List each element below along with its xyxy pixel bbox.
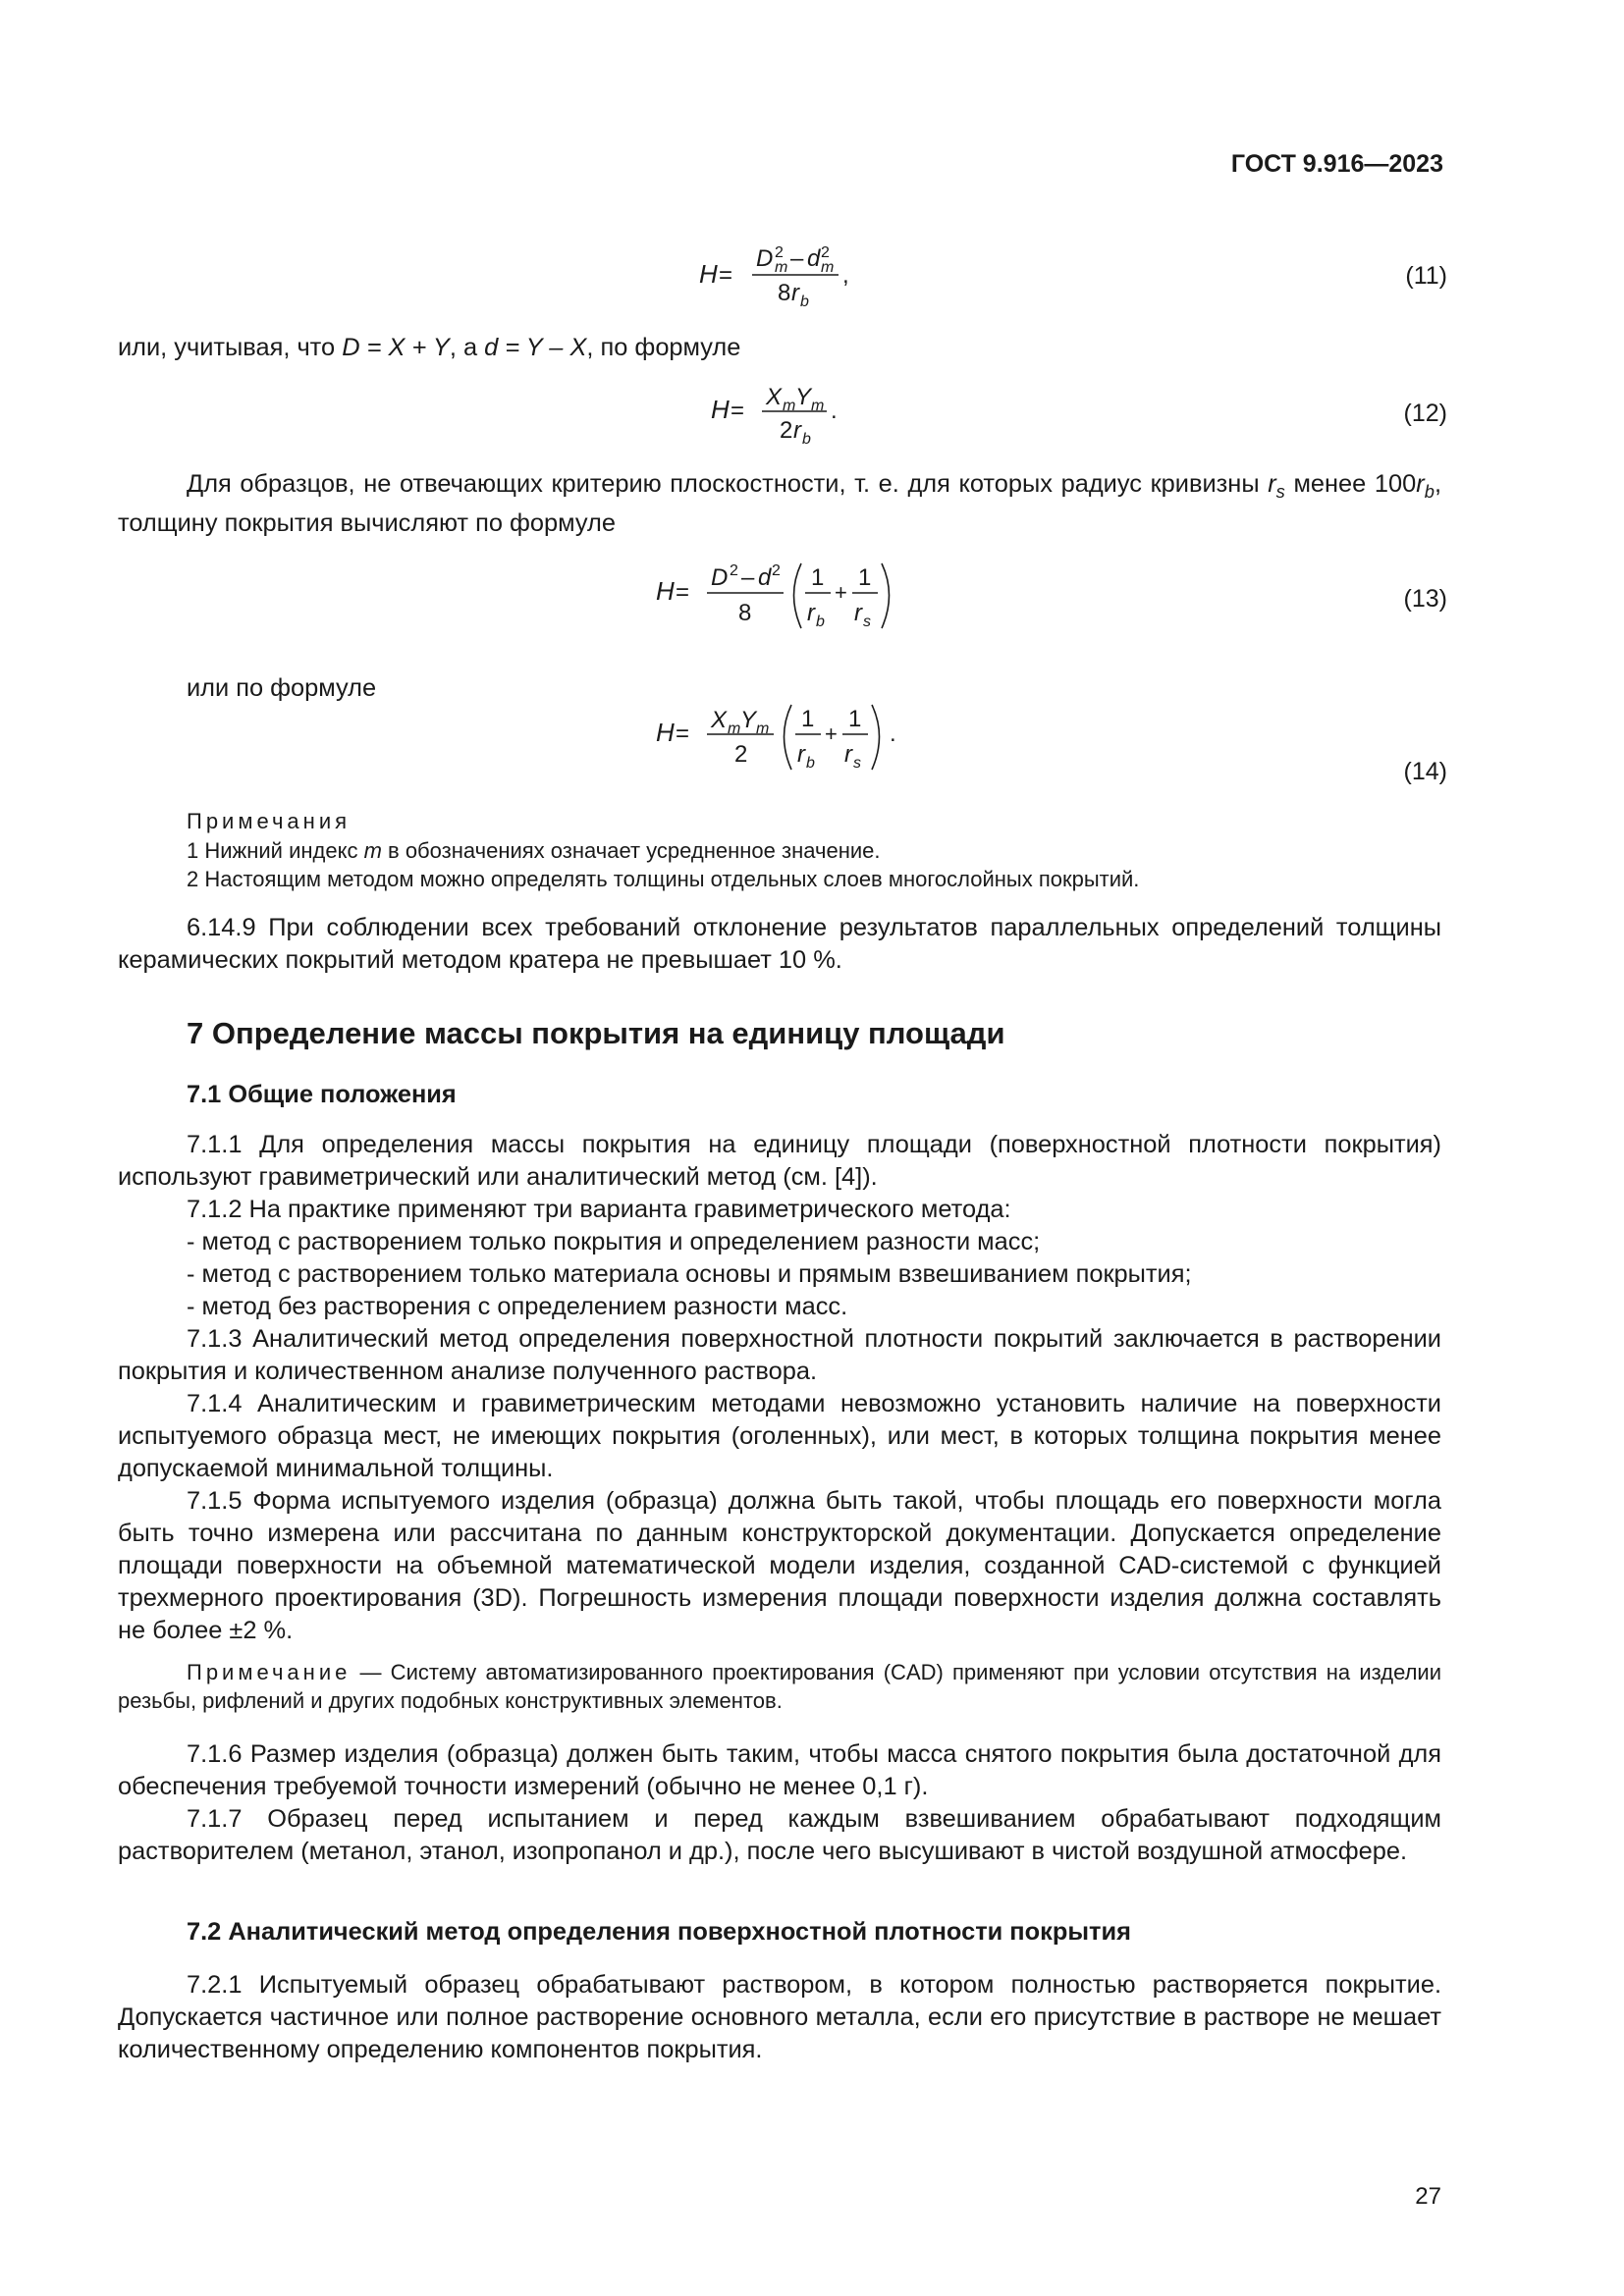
nonflat-paragraph [118, 468, 1441, 540]
document-header: ГОСТ 9.916—2023 [1230, 150, 1443, 178]
svg-text:s: s [863, 614, 871, 630]
svg-text:+: + [835, 580, 847, 605]
svg-text:b: b [802, 431, 811, 448]
note-cad-title: Примечание [187, 1660, 352, 1684]
considering-prefix: или, учитывая, что [118, 334, 343, 361]
considering-suffix: , по формуле [586, 334, 741, 361]
svg-text:,: , [842, 262, 849, 289]
considering-eq1: D = X + Y [342, 334, 450, 361]
svg-text:X: X [766, 384, 783, 410]
svg-text:D: D [711, 564, 729, 591]
nonflat-rs-sub: s [1275, 481, 1285, 503]
nonflat-part2: менее 100 [1284, 470, 1417, 498]
considering-eq2: d = Y – X [484, 334, 587, 361]
svg-text:b: b [806, 755, 815, 772]
svg-text:8: 8 [738, 600, 752, 626]
svg-text:r: r [797, 741, 805, 768]
considering-mid: , а [449, 334, 485, 361]
svg-text:=: = [731, 398, 745, 424]
svg-text:m: m [821, 259, 835, 276]
svg-text:=: = [676, 579, 690, 606]
equation-number-12: (12) [1403, 400, 1447, 427]
paragraph-7-1-4: 7.1.4 Аналитическим и гравиметрическим методами невозможно установить наличие на поверхности испытуемого образца мест, не имеющих покрытия (оголенных), или мест, в которых толщина покрытия менее допускаемой минимальной толщины. [118, 1390, 1441, 1482]
page-number: 27 [1415, 2183, 1441, 2210]
note1-prefix: 1 Нижний индекс [187, 838, 364, 863]
note-cad [118, 1658, 1441, 1715]
svg-text:.: . [831, 398, 838, 424]
svg-text:–: – [790, 245, 804, 272]
svg-text:r: r [793, 417, 801, 444]
svg-text:8: 8 [778, 280, 791, 306]
svg-text:2: 2 [734, 741, 748, 768]
svg-text:r: r [807, 600, 815, 626]
svg-text:Y: Y [740, 707, 757, 733]
formula-11 [699, 236, 925, 319]
nonflat-rb: r [1416, 470, 1425, 498]
section-7-2-title: 7.2 Аналитический метод определения поверхностной плотности покрытия [187, 1918, 1131, 1946]
formula-12 [711, 373, 858, 456]
formula-14 [656, 697, 931, 790]
svg-text:2: 2 [730, 562, 738, 579]
considering-line [118, 332, 1441, 364]
nonflat-part1: Для образцов, не отвечающих критерию плоскостности, т. е. для которых радиус кривизны [187, 470, 1269, 498]
paragraph-7-1-2: 7.1.2 На практике применяют три варианта гравиметрического метода: [187, 1196, 1011, 1223]
paragraph-7-1-7: 7.1.7 Образец перед испытанием и перед каждым взвешиванием обрабатывают подходящим растворителем (метанол, этанол, изопропанол и др.), после чего высушивают в чистой воздушной атмосфере. [118, 1805, 1441, 1865]
svg-text:r: r [791, 280, 799, 306]
formula-11-svg [699, 236, 925, 314]
svg-text:1: 1 [858, 564, 872, 591]
svg-text:1: 1 [801, 706, 815, 732]
equation-number-14: (14) [1403, 758, 1447, 785]
paragraph-7-1-1: 7.1.1 Для определения массы покрытия на единицу площади (поверхностной плотности покрытия) используют гравиметрический или аналитический метод (см. [4]). [118, 1131, 1441, 1191]
equation-number-11: (11) [1405, 262, 1447, 290]
notes-title: Примечания [187, 809, 352, 833]
svg-text:Y: Y [795, 384, 812, 410]
or-formula-line: или по формуле [187, 674, 377, 702]
list-item: - метод без растворения с определением разности масс. [187, 1293, 848, 1320]
paragraph-7-2-1: 7.2.1 Испытуемый образец обрабатывают раствором, в котором полностью растворяется покрытие. Допускается частичное или полное растворение основного металла, если его присутствие в растворе не мешает количественному определению компонентов покрытия. [118, 1971, 1441, 2063]
paragraph-7-1-3: 7.1.3 Аналитический метод определения поверхностной плотности покрытий заключается в растворении покрытия и количественном анализе полученного раствора. [118, 1325, 1441, 1385]
svg-text:m: m [775, 259, 788, 276]
note1-suffix: в обозначениях означает усредненное значение. [381, 838, 881, 863]
svg-text:2: 2 [821, 244, 830, 261]
svg-text:–: – [741, 564, 755, 591]
note-2: 2 Настоящим методом можно определять толщины отдельных слоев многослойных покрытий. [187, 867, 1140, 891]
svg-text:1: 1 [811, 564, 825, 591]
svg-text:=: = [719, 262, 733, 289]
paragraph-7-1-5: 7.1.5 Форма испытуемого изделия (образца) должна быть такой, чтобы площадь его поверхности могла быть точно измерена или рассчитана по данным конструкторской документации. Допускается определение площади поверхности на объемной математической модели изделия, созданной CAD-системой с функцией трехмерного проектирования (3D). Погрешность измерения площади поверхности изделия должна составлять не более ±2 %. [118, 1487, 1441, 1644]
svg-text:H: H [699, 259, 718, 289]
list-item: - метод с растворением только материала основы и прямым взвешиванием покрытия; [187, 1260, 1192, 1288]
section-7-1-title: 7.1 Общие положения [187, 1081, 457, 1108]
svg-text:X: X [711, 707, 728, 733]
svg-text:m: m [811, 398, 825, 414]
svg-text:+: + [825, 721, 838, 746]
svg-text:m: m [728, 721, 741, 737]
formula-14-svg [656, 697, 931, 785]
svg-text:D: D [756, 245, 774, 272]
svg-text:b: b [800, 294, 809, 310]
svg-text:1: 1 [848, 706, 862, 732]
nonflat-part3: , толщину покрытия вычисляют по формуле [118, 470, 1441, 538]
svg-text:b: b [816, 614, 825, 630]
nonflat-rb-sub: b [1424, 481, 1435, 503]
note-cad-text: — Систему автоматизированного проектирования (CAD) применяют при условии отсутствия на изделии резьбы, рифлений и других подобных конструктивных элементов. [118, 1660, 1441, 1713]
svg-text:r: r [844, 741, 852, 768]
svg-text:2: 2 [772, 562, 781, 579]
svg-text:d: d [807, 245, 821, 272]
paragraph-6-14-9: 6.14.9 При соблюдении всех требований отклонение результатов параллельных определений толщины керамических покрытий методом кратера не превышает 10 %. [118, 914, 1441, 974]
svg-text:=: = [676, 721, 690, 747]
svg-text:2: 2 [775, 244, 784, 261]
list-item: - метод с растворением только покрытия и определением разности масс; [187, 1228, 1041, 1255]
equation-number-13: (13) [1403, 585, 1447, 613]
svg-text:s: s [853, 755, 861, 772]
svg-text:m: m [783, 398, 796, 414]
section-7-title: 7 Определение массы покрытия на единицу площади [187, 1016, 1005, 1050]
svg-text:.: . [890, 721, 896, 747]
svg-text:m: m [756, 721, 770, 737]
svg-text:d: d [758, 564, 772, 591]
formula-13 [656, 556, 921, 649]
svg-text:r: r [854, 600, 862, 626]
svg-text:H: H [656, 718, 675, 747]
nonflat-rs: r [1268, 470, 1276, 498]
note1-m: m [363, 838, 382, 863]
note-1 [187, 836, 880, 865]
formula-12-svg [711, 373, 858, 452]
svg-text:H: H [711, 395, 730, 424]
svg-text:H: H [656, 576, 675, 606]
paragraph-7-1-6: 7.1.6 Размер изделия (образца) должен быть таким, чтобы масса снятого покрытия была достаточной для обеспечения требуемой точности измерений (обычно не менее 0,1 г). [118, 1740, 1441, 1800]
svg-text:2: 2 [780, 417, 793, 444]
formula-13-svg [656, 556, 921, 644]
